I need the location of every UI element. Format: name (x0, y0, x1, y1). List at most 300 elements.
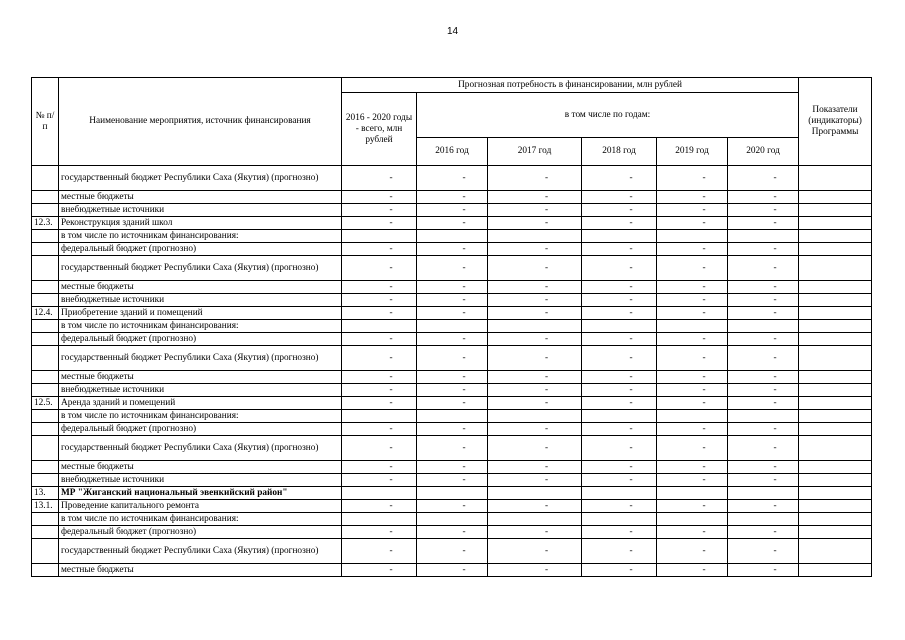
value-2016-cell (417, 397, 488, 410)
row-name: местные бюджеты (59, 371, 342, 384)
total-value-cell (342, 436, 417, 461)
value-2016-cell (417, 256, 488, 281)
total-value: - (389, 526, 393, 537)
indicator-cell (799, 256, 872, 281)
table-row (32, 204, 872, 217)
value-2017: - (544, 172, 549, 183)
value-2019-cell (657, 230, 728, 243)
indicator-cell (799, 564, 872, 577)
row-name: внебюджетные источники (59, 294, 342, 307)
value-2017-cell (488, 256, 582, 281)
value-2019: - (702, 307, 706, 318)
value-2017-cell (488, 333, 582, 346)
value-2018-cell (582, 410, 657, 423)
value-2016-cell (417, 371, 488, 384)
row-name: федеральный бюджет (прогнозно) (59, 526, 342, 539)
indicator-cell (799, 474, 872, 487)
value-2016-cell (417, 230, 488, 243)
name-header: Наименование мероприятия, источник финансирования (59, 78, 342, 166)
value-2017-cell (488, 307, 582, 320)
row-name: государственный бюджет Республики Саха (Якутия) (прогнозно) (59, 436, 342, 461)
value-2020: - (773, 384, 777, 395)
value-2019: - (702, 384, 706, 395)
table-row (32, 397, 872, 410)
table-row (32, 500, 872, 513)
value-2017: - (544, 423, 549, 434)
value-2017: - (544, 564, 549, 575)
indicator-cell (799, 333, 872, 346)
value-2018-cell (582, 371, 657, 384)
value-2016-cell (417, 346, 488, 371)
value-2018-cell (582, 423, 657, 436)
table-row (32, 256, 872, 281)
value-2016: - (462, 397, 466, 408)
table-row (32, 539, 872, 564)
value-2017-cell (488, 564, 582, 577)
value-2018: - (629, 204, 633, 215)
total-value-cell (342, 564, 417, 577)
value-2016: - (462, 371, 466, 382)
value-2020-cell (728, 371, 799, 384)
value-2017: - (544, 243, 549, 254)
value-2020: - (773, 262, 777, 273)
row-number (32, 230, 59, 243)
indicator-cell (799, 436, 872, 461)
value-2020: - (773, 352, 777, 363)
indicator-cell (799, 320, 872, 333)
indicator-cell (799, 307, 872, 320)
total-value-cell (342, 294, 417, 307)
total-value-cell (342, 217, 417, 230)
value-2019-cell (657, 564, 728, 577)
row-name: федеральный бюджет (прогнозно) (59, 423, 342, 436)
value-2020-cell (728, 333, 799, 346)
row-number: 12.4. (32, 307, 59, 320)
row-name: МР "Жиганский национальный эвенкийский район" (59, 487, 342, 500)
value-2016: - (462, 526, 466, 537)
value-2020-cell (728, 397, 799, 410)
value-2019: - (702, 262, 706, 273)
financing-header: Прогнозная потребность в финансировании, млн рублей (342, 78, 799, 93)
table-row (32, 410, 872, 423)
value-2017-cell (488, 526, 582, 539)
value-2016-cell (417, 166, 488, 191)
value-2017-cell (488, 371, 582, 384)
value-2020-cell (728, 256, 799, 281)
value-2018: - (629, 564, 633, 575)
value-2018: - (629, 307, 633, 318)
value-2019: - (702, 461, 706, 472)
value-2019: - (702, 500, 706, 511)
row-number (32, 513, 59, 526)
row-number (32, 281, 59, 294)
value-2016: - (462, 500, 466, 511)
value-2019: - (702, 217, 706, 228)
row-name: федеральный бюджет (прогнозно) (59, 333, 342, 346)
row-name: государственный бюджет Республики Саха (Якутия) (прогнозно) (59, 539, 342, 564)
total-value: - (389, 294, 393, 305)
row-name: Аренда зданий и помещений (59, 397, 342, 410)
value-2017-cell (488, 191, 582, 204)
indicator-cell (799, 294, 872, 307)
row-number (32, 564, 59, 577)
value-2020: - (773, 217, 777, 228)
row-name: в том числе по источникам финансирования: (59, 513, 342, 526)
total-value-cell (342, 191, 417, 204)
total-value: - (389, 243, 393, 254)
value-2016-cell (417, 423, 488, 436)
row-number (32, 410, 59, 423)
table-row (32, 384, 872, 397)
row-name: внебюджетные источники (59, 384, 342, 397)
indicator-cell (799, 191, 872, 204)
row-number (32, 346, 59, 371)
total-value: - (389, 172, 393, 183)
value-2019-cell (657, 461, 728, 474)
row-number (32, 526, 59, 539)
value-2020-cell (728, 281, 799, 294)
total-value: - (389, 564, 393, 575)
value-2018: - (629, 191, 633, 202)
table-row (32, 191, 872, 204)
total-value: - (389, 500, 393, 511)
value-2020-cell (728, 191, 799, 204)
table-body (32, 166, 872, 577)
value-2017-cell (488, 384, 582, 397)
indicators-header: Показатели (индикаторы) Программы (799, 78, 872, 166)
value-2018-cell (582, 281, 657, 294)
value-2018-cell (582, 307, 657, 320)
value-2017: - (544, 204, 549, 215)
value-2017: - (544, 333, 549, 344)
value-2018-cell (582, 333, 657, 346)
indicator-cell (799, 371, 872, 384)
total-value: - (389, 352, 393, 363)
value-2020-cell (728, 436, 799, 461)
total-value-cell (342, 371, 417, 384)
value-2016: - (462, 442, 466, 453)
value-2016: - (462, 384, 466, 395)
value-2019-cell (657, 166, 728, 191)
value-2018-cell (582, 384, 657, 397)
indicator-cell (799, 461, 872, 474)
total-value: - (389, 461, 393, 472)
table-row (32, 294, 872, 307)
value-2019-cell (657, 436, 728, 461)
value-2017-cell (488, 243, 582, 256)
value-2018-cell (582, 243, 657, 256)
value-2016: - (462, 352, 466, 363)
value-2018: - (629, 474, 633, 485)
total-value: - (389, 397, 393, 408)
value-2018-cell (582, 487, 657, 500)
table-row (32, 461, 872, 474)
value-2018: - (629, 397, 633, 408)
value-2020: - (773, 281, 777, 292)
total-value: - (389, 474, 393, 485)
value-2016-cell (417, 526, 488, 539)
row-number (32, 243, 59, 256)
value-2017: - (544, 461, 549, 472)
total-value-cell (342, 256, 417, 281)
value-2018: - (629, 262, 633, 273)
value-2017: - (544, 397, 549, 408)
value-2017-cell (488, 436, 582, 461)
value-2016: - (462, 281, 466, 292)
value-2016: - (462, 423, 466, 434)
value-2019: - (702, 442, 706, 453)
value-2016-cell (417, 384, 488, 397)
total-value: - (389, 281, 393, 292)
value-2018-cell (582, 230, 657, 243)
value-2020: - (773, 204, 777, 215)
total-value-cell (342, 423, 417, 436)
value-2018: - (629, 526, 633, 537)
row-name: государственный бюджет Республики Саха (Якутия) (прогнозно) (59, 166, 342, 191)
row-name: в том числе по источникам финансирования: (59, 230, 342, 243)
total-value: - (389, 545, 393, 556)
num-header: № п/п (32, 78, 59, 166)
value-2017-cell (488, 461, 582, 474)
value-2017: - (544, 262, 549, 273)
total-value-cell (342, 230, 417, 243)
value-2019: - (702, 333, 706, 344)
value-2017: - (544, 442, 549, 453)
total-value-cell (342, 500, 417, 513)
value-2019-cell (657, 410, 728, 423)
total-value-cell (342, 243, 417, 256)
row-number: 13. (32, 487, 59, 500)
value-2018: - (629, 442, 633, 453)
table-row (32, 320, 872, 333)
indicator-cell (799, 166, 872, 191)
value-2019: - (702, 474, 706, 485)
value-2017-cell (488, 397, 582, 410)
value-2019-cell (657, 539, 728, 564)
value-2017-cell (488, 539, 582, 564)
value-2020: - (773, 371, 777, 382)
value-2020-cell (728, 500, 799, 513)
row-name: в том числе по источникам финансирования: (59, 410, 342, 423)
value-2019-cell (657, 371, 728, 384)
value-2020-cell (728, 217, 799, 230)
value-2016-cell (417, 307, 488, 320)
value-2020: - (773, 545, 777, 556)
table-row (32, 423, 872, 436)
value-2017-cell (488, 487, 582, 500)
value-2018-cell (582, 346, 657, 371)
value-2019: - (702, 423, 706, 434)
value-2019-cell (657, 384, 728, 397)
row-number (32, 166, 59, 191)
value-2019-cell (657, 500, 728, 513)
total-value: - (389, 333, 393, 344)
value-2017-cell (488, 346, 582, 371)
value-2016: - (462, 172, 466, 183)
value-2018-cell (582, 217, 657, 230)
value-2019: - (702, 243, 706, 254)
value-2016-cell (417, 461, 488, 474)
value-2018: - (629, 243, 633, 254)
value-2016: - (462, 243, 466, 254)
value-2019-cell (657, 204, 728, 217)
value-2017-cell (488, 294, 582, 307)
row-name: внебюджетные источники (59, 204, 342, 217)
value-2017-cell (488, 217, 582, 230)
row-name: федеральный бюджет (прогнозно) (59, 243, 342, 256)
value-2020: - (773, 500, 777, 511)
value-2017-cell (488, 204, 582, 217)
value-2016-cell (417, 281, 488, 294)
value-2020: - (773, 397, 777, 408)
total-header: 2016 - 2020 годы - всего, млн рублей (342, 93, 417, 166)
table-row (32, 474, 872, 487)
value-2016-cell (417, 320, 488, 333)
value-2019-cell (657, 487, 728, 500)
value-2016-cell (417, 436, 488, 461)
value-2019-cell (657, 281, 728, 294)
total-value-cell (342, 384, 417, 397)
total-value-cell (342, 307, 417, 320)
value-2019: - (702, 397, 706, 408)
indicator-cell (799, 410, 872, 423)
value-2017: - (544, 281, 549, 292)
value-2019-cell (657, 423, 728, 436)
value-2019: - (702, 281, 706, 292)
total-value: - (389, 442, 393, 453)
row-number (32, 539, 59, 564)
total-value: - (389, 191, 393, 202)
value-2018-cell (582, 526, 657, 539)
value-2020-cell (728, 461, 799, 474)
value-2016: - (462, 294, 466, 305)
year-header-2018: 2018 год (582, 138, 657, 166)
total-value-cell (342, 461, 417, 474)
value-2017: - (544, 500, 549, 511)
value-2017-cell (488, 410, 582, 423)
row-name: местные бюджеты (59, 281, 342, 294)
value-2019: - (702, 526, 706, 537)
value-2020-cell (728, 526, 799, 539)
row-name: местные бюджеты (59, 461, 342, 474)
value-2020-cell (728, 474, 799, 487)
value-2018-cell (582, 500, 657, 513)
total-value-cell (342, 204, 417, 217)
value-2020: - (773, 564, 777, 575)
row-name: в том числе по источникам финансирования: (59, 320, 342, 333)
row-name: Проведение капитального ремонта (59, 500, 342, 513)
value-2019-cell (657, 256, 728, 281)
value-2016: - (462, 333, 466, 344)
table-row (32, 230, 872, 243)
value-2017-cell (488, 474, 582, 487)
value-2020: - (773, 442, 777, 453)
value-2019: - (702, 172, 706, 183)
value-2016: - (462, 307, 466, 318)
row-number (32, 320, 59, 333)
value-2019: - (702, 352, 706, 363)
value-2018: - (629, 384, 633, 395)
value-2018: - (629, 545, 633, 556)
value-2017-cell (488, 230, 582, 243)
value-2020: - (773, 243, 777, 254)
value-2019-cell (657, 294, 728, 307)
table-row (32, 371, 872, 384)
value-2017-cell (488, 423, 582, 436)
indicator-cell (799, 204, 872, 217)
year-header-2020: 2020 год (728, 138, 799, 166)
value-2016: - (462, 564, 466, 575)
value-2019-cell (657, 474, 728, 487)
indicator-cell (799, 217, 872, 230)
indicator-cell (799, 487, 872, 500)
row-number (32, 191, 59, 204)
value-2019-cell (657, 526, 728, 539)
table-row (32, 166, 872, 191)
total-value-cell (342, 513, 417, 526)
total-value-cell (342, 281, 417, 294)
table-row (32, 513, 872, 526)
total-value-cell (342, 397, 417, 410)
value-2017: - (544, 191, 549, 202)
value-2017-cell (488, 320, 582, 333)
row-name: местные бюджеты (59, 191, 342, 204)
value-2016-cell (417, 513, 488, 526)
value-2020: - (773, 461, 777, 472)
value-2016: - (462, 474, 466, 485)
total-value: - (389, 307, 393, 318)
value-2017: - (544, 371, 549, 382)
row-name: государственный бюджет Республики Саха (Якутия) (прогнозно) (59, 256, 342, 281)
row-number: 12.3. (32, 217, 59, 230)
value-2017: - (544, 294, 549, 305)
value-2016-cell (417, 204, 488, 217)
row-number (32, 384, 59, 397)
value-2020-cell (728, 487, 799, 500)
row-number (32, 333, 59, 346)
total-value: - (389, 384, 393, 395)
value-2020: - (773, 191, 777, 202)
value-2019-cell (657, 333, 728, 346)
page-number: 14 (446, 26, 459, 37)
value-2018-cell (582, 397, 657, 410)
value-2016-cell (417, 539, 488, 564)
value-2019-cell (657, 346, 728, 371)
value-2019: - (702, 204, 706, 215)
value-2018-cell (582, 294, 657, 307)
table-row (32, 436, 872, 461)
row-number (32, 204, 59, 217)
row-name: Приобретение зданий и помещений (59, 307, 342, 320)
value-2017-cell (488, 166, 582, 191)
value-2020: - (773, 333, 777, 344)
value-2016-cell (417, 410, 488, 423)
indicator-cell (799, 243, 872, 256)
value-2019: - (702, 545, 706, 556)
value-2016: - (462, 262, 466, 273)
indicator-cell (799, 526, 872, 539)
value-2017-cell (488, 500, 582, 513)
value-2019-cell (657, 397, 728, 410)
value-2020-cell (728, 204, 799, 217)
row-number (32, 436, 59, 461)
value-2020: - (773, 307, 777, 318)
value-2020-cell (728, 320, 799, 333)
value-2017: - (544, 352, 549, 363)
total-value-cell (342, 526, 417, 539)
year-header-2019: 2019 год (657, 138, 728, 166)
year-header-2017: 2017 год (488, 138, 582, 166)
